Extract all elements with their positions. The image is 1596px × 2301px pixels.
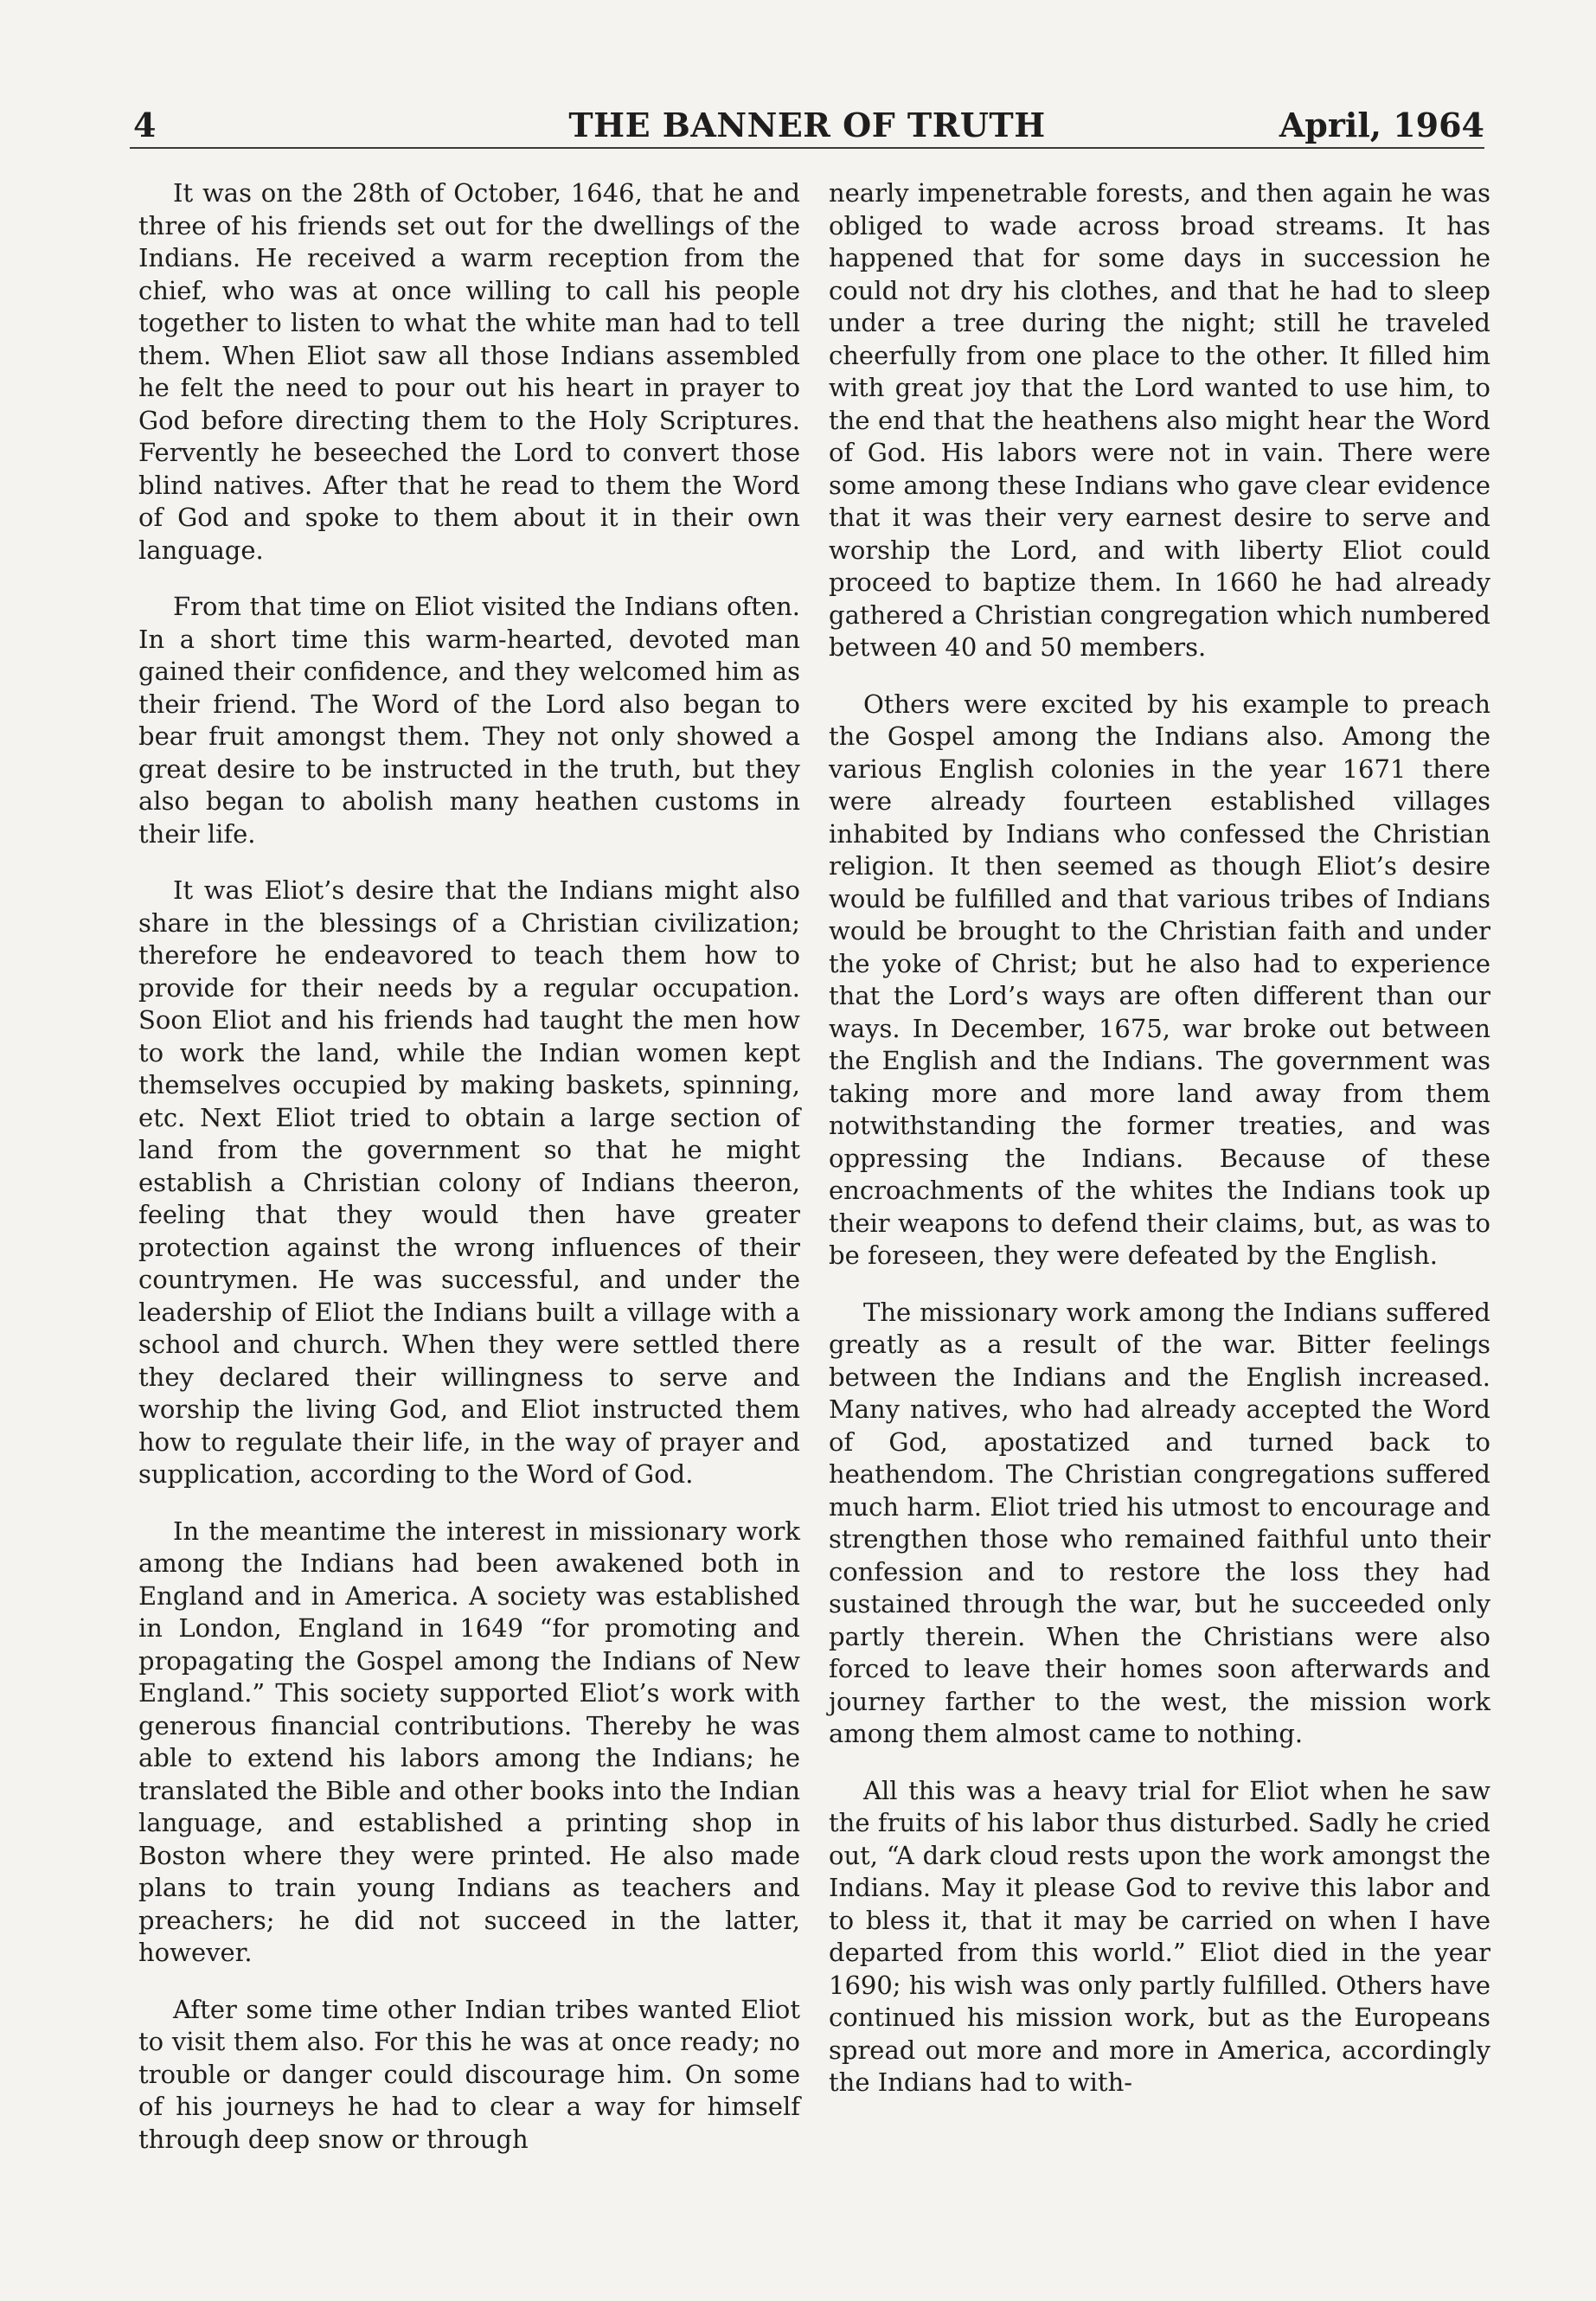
paragraph: After some time other Indian tribes wanted Eliot to visit them also. For this he was at once ready; no trouble or danger could discourage him. On some of his journeys he had to clear a way for himself through deep snow or through — [138, 1994, 800, 2154]
paragraph: It was Eliot’s desire that the Indians might also share in the blessings of a Christian civilization; therefore he endeavored to teach them how to provide for their needs by a regular occupation. Soon Eliot and his friends had taught the men how to work the land, while the Indian women kept themselves occupied by making baskets, spinning, etc. Next Eliot tried to obtain a large section of land from the government so that he might establish a Christian colony of Indians theeron, feeling that they would then have greater protection against the wrong influences of their countrymen. He was successful, and under the leadership of Eliot the Indians built a village with a school and church. When they were settled there they declared their willingness to serve and worship the living God, and Eliot instructed them how to regulate their life, in the way of prayer and supplication, according to the Word of God. — [138, 875, 800, 1489]
paragraph: It was on the 28th of October, 1646, that he and three of his friends set out for the dwellings of the Indians. He received a warm reception from the chief, who was at once willing to call his people together to listen to what the white man had to tell them. When Eliot saw all those Indians assembled he felt the need to pour out his heart in prayer to God before directing them to the Holy Scriptures. Fervently he beseeched the Lord to convert those blind natives. After that he read to them the Word of God and spoke to them about it in their own language. — [138, 178, 800, 565]
issue-date: April, 1964 — [1279, 106, 1484, 144]
right-column — [829, 177, 1490, 2124]
paragraph: From that time on Eliot visited the Indians often. In a short time this warm-hearted, devoted man gained their confidence, and they welcomed him as their friend. The Word of the Lord also began to bear fruit amongst them. They not only showed a great desire to be instructed in the truth, but they also began to abolish many heathen customs in their life. — [138, 592, 800, 849]
paragraph: In the meantime the interest in missionary work among the Indians had been awakened both in England and in America. A society was established in London, England in 1649 “for promoting and propagating the Gospel among the Indians of New England.” This society supported Eliot’s work with generous financial contributions. Thereby he was able to extend his labors among the Indians; he translated the Bible and other books into the Indian language, and established a printing shop in Boston where they were printed. He also made plans to train young Indians as teachers and preachers; he did not succeed in the latter, however. — [138, 1516, 800, 1967]
left-column — [138, 177, 800, 2180]
page-header — [130, 104, 1484, 147]
paragraph: All this was a heavy trial for Eliot when he saw the fruits of his labor thus disturbed. Sadly he cried out, “A dark cloud rests upon the work amongst the Indians. May it please God to revive this labor and to bless it, that it may be carried on when I have departed from this world.” Eliot died in the year 1690; his wish was only partly fulfilled. Others have continued his mission work, but as the Europeans spread out more and more in America, accordingly the Indians had to with- — [829, 1775, 1490, 2097]
paragraph-continued: nearly impenetrable forests, and then again he was obliged to wade across broad streams. It has happened that for some days in succession he could not dry his clothes, and that he had to sleep under a tree during the night; still he traveled cheerfully from one place to the other. It filled him with great joy that the Lord wanted to use him, to the end that the heathens also might hear the Word of God. His labors were not in vain. There were some among these Indians who gave clear evidence that it was their very earnest desire to serve and worship the Lord, and with liberty Eliot could proceed to baptize them. In 1660 he had already gathered a Christian congregation which numbered between 40 and 50 members. — [829, 178, 1490, 662]
page-number: 4 — [133, 106, 157, 144]
paragraph: The missionary work among the Indians suffered greatly as a result of the war. Bitter feelings between the Indians and the English increased. Many natives, who had already accepted the Word of God, apostatized and turned back to heathendom. The Christian congregations suffered much harm. Eliot tried his utmost to encourage and strengthen those who remained faithful unto their confession and to restore the loss they had sustained through the war, but he succeeded only partly therein. When the Christians were also forced to leave their homes soon afterwards and journey farther to the west, the mission work among them almost came to nothing. — [829, 1297, 1490, 1748]
paragraph: Others were excited by his example to preach the Gospel among the Indians also. Among the various English colonies in the year 1671 there were already fourteen established villages inhabited by Indians who confessed the Christian religion. It then seemed as though Eliot’s desire would be fulfilled and that various tribes of Indians would be brought to the Christian faith and under the yoke of Christ; but he also had to experience that the Lord’s ways are often different than our ways. In December, 1675, war broke out between the English and the Indians. The government was taking more and more land away from them notwithstanding the former treaties, and was oppressing the Indians. Because of these encroachments of the whites the Indians took up their weapons to defend their claims, but, as was to be foreseen, they were defeated by the English. — [829, 689, 1490, 1270]
publication-title: THE BANNER OF TRUTH — [568, 106, 1046, 144]
header-rule — [130, 147, 1484, 149]
